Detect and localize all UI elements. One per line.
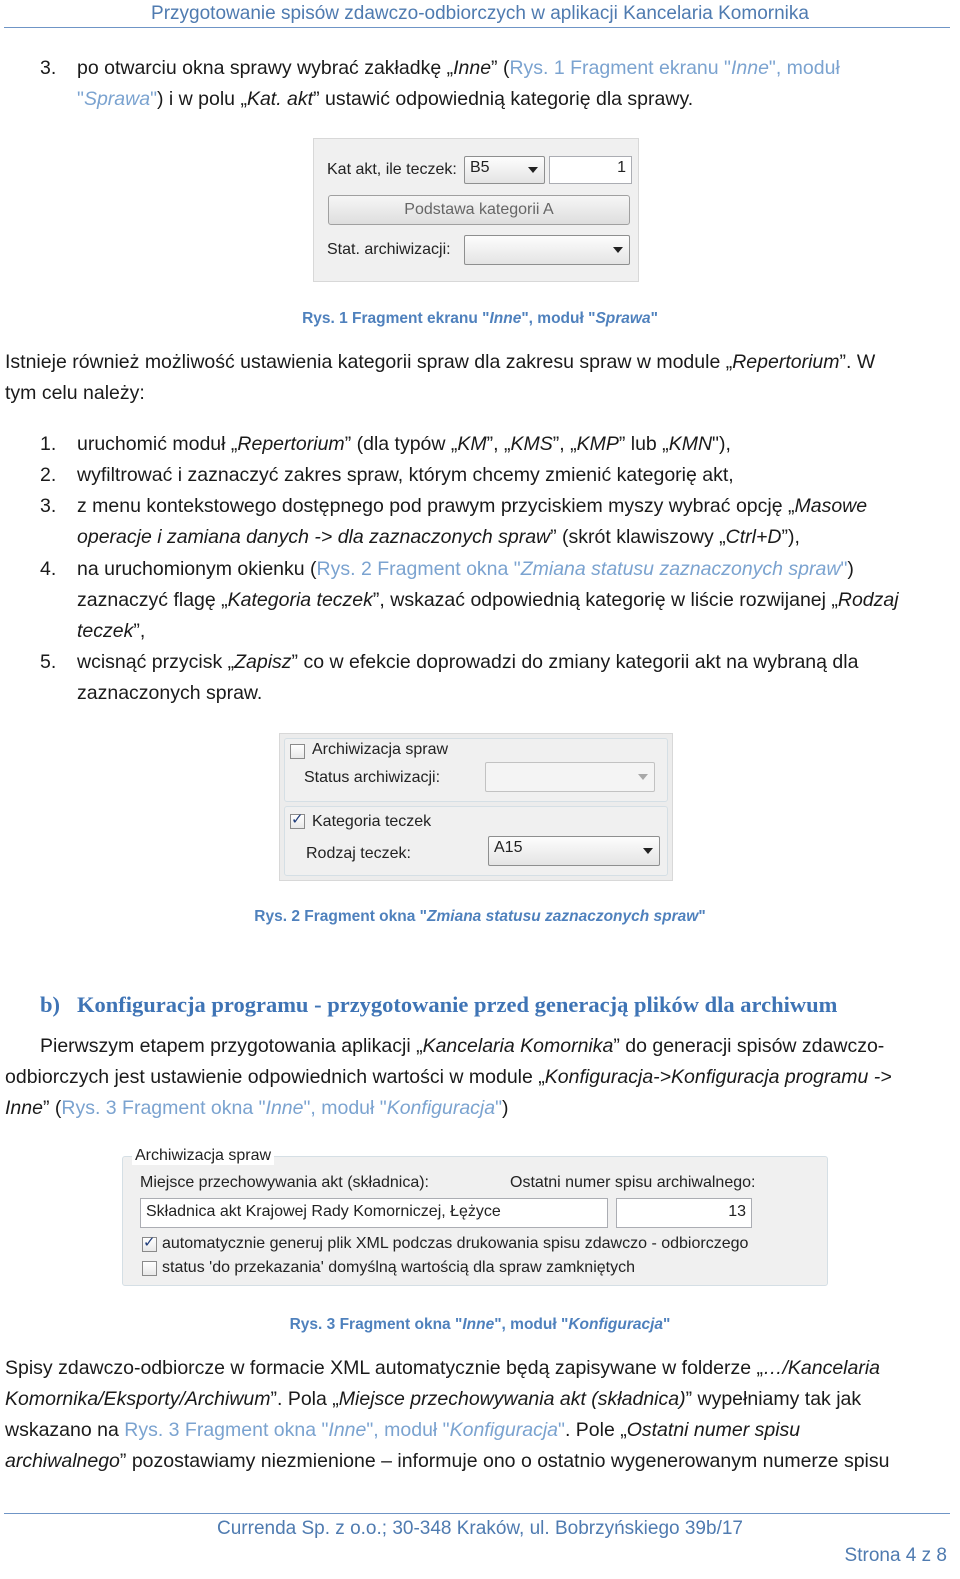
section-b-marker: b) — [40, 992, 61, 1017]
list-number-1: 1. — [40, 433, 57, 455]
fig3-reference-2[interactable]: Rys. 3 Fragment okna "Inne", moduł "Konfiguracja" — [124, 1419, 565, 1441]
chevron-down-icon — [613, 247, 623, 253]
para3-line4: archiwalnego” pozostawiamy niezmienione – informuje ono o ostatnio wygenerowanym numerze spisu — [5, 1450, 890, 1472]
chevron-down-icon — [528, 167, 538, 173]
fig3-screenshot — [122, 1146, 828, 1286]
archiwizacja-checkbox[interactable] — [290, 744, 305, 759]
para1-line2: tym celu należy: — [5, 382, 145, 404]
fig2-reference[interactable]: Rys. 2 Fragment okna "Zmiana statusu zaznaczonych spraw" — [316, 558, 848, 580]
checkmark-icon: ✓ — [143, 1234, 156, 1251]
chevron-down-icon — [643, 848, 653, 854]
miejsce-label: Miejsce przechowywania akt (składnica): — [140, 1174, 429, 1191]
xml-autogen-label: automatycznie generuj plik XML podczas drukowania spisu zdawczo - odbiorczego — [162, 1235, 749, 1252]
list-number-2: 2. — [40, 464, 57, 486]
status-archiwizacji-label: Status archiwizacji: — [304, 769, 441, 786]
kategoria-checkbox[interactable] — [290, 811, 305, 829]
stat-archiwizacji-select[interactable] — [464, 235, 630, 265]
para3-line2: Komornika/Eksporty/Archiwum”. Pola „Miejsce przechowywania akt (składnica)” wypełniamy tak jak — [5, 1388, 862, 1410]
stat-archiwizacji-label: Stat. archiwizacji: — [327, 241, 451, 258]
kategoria-label: Kategoria teczek — [312, 813, 432, 830]
rodzaj-teczek-label: Rodzaj teczek: — [306, 845, 411, 862]
checkmark-icon: ✓ — [291, 811, 304, 828]
list-item-2: wyfiltrować i zaznaczyć zakres spraw, którym chcemy zmienić kategorię akt, — [77, 464, 734, 486]
podstawa-kategorii-button[interactable]: Podstawa kategorii A — [328, 195, 630, 225]
chevron-down-icon — [638, 774, 648, 780]
step3-line1: po otwarciu okna sprawy wybrać zakładkę „Inne” (Rys. 1 Fragment ekranu "Inne", moduł — [77, 57, 840, 79]
fig1-screenshot — [313, 138, 639, 282]
step3-number: 3. — [40, 57, 57, 79]
list-item-5-cont: zaznaczonych spraw. — [77, 682, 263, 704]
list-item-3: z menu kontekstowego dostępnego pod prawym przyciskiem myszy wybrać opcję „Masowe — [77, 495, 868, 517]
list-item-5: wcisnąć przycisk „Zapisz” co w efekcie doprowadzi do zmiany kategorii akt na wybraną dla — [77, 651, 859, 673]
footer-rule — [4, 1513, 950, 1514]
para3-line3: wskazano na Rys. 3 Fragment okna "Inne", moduł "Konfiguracja". Pole „Ostatni numer spisu — [5, 1419, 801, 1441]
header-rule — [4, 27, 950, 28]
do-przekazania-label: status 'do przekazania' domyślną wartością dla spraw zamkniętych — [162, 1259, 635, 1276]
xml-autogen-checkbox[interactable] — [142, 1234, 157, 1252]
teczek-count-input[interactable]: 1 — [549, 156, 632, 184]
para2-line1: Pierwszym etapem przygotowania aplikacji „Kancelaria Komornika” do generacji spisów zdawczo- — [40, 1035, 885, 1057]
list-number-4: 4. — [40, 558, 57, 580]
do-przekazania-checkbox[interactable] — [142, 1261, 157, 1276]
ostatni-numer-label: Ostatni numer spisu archiwalnego: — [510, 1174, 756, 1191]
fig3-reference[interactable]: Rys. 3 Fragment okna "Inne", moduł "Konfiguracja" — [61, 1097, 503, 1119]
para1-line1: Istnieje również możliwość ustawienia kategorii spraw dla zakresu spraw w module „Repertorium”. W — [5, 351, 876, 373]
footer-page-number: Strona 4 z 8 — [844, 1545, 947, 1566]
list-item-4-cont: zaznaczyć flagę „Kategoria teczek”, wskazać odpowiednią kategorię w liście rozwijanej „Rodzaj — [77, 589, 899, 611]
para3-line1: Spisy zdawczo-odbiorcze w formacie XML automatycznie będą zapisywane w folderze „…/Kancelaria — [5, 1357, 881, 1379]
miejsce-input[interactable]: Składnica akt Krajowej Rady Komorniczej, Łężyce — [140, 1198, 608, 1228]
kat-akt-label: Kat akt, ile teczek: — [327, 161, 457, 178]
fig1-caption: Rys. 1 Fragment ekranu "Inne", moduł "Sprawa" — [302, 310, 658, 327]
fig2-caption: Rys. 2 Fragment okna "Zmiana statusu zaznaczonych spraw" — [254, 908, 706, 925]
rodzaj-teczek-select[interactable]: A15 — [488, 836, 660, 866]
step3-line2: "Sprawa") i w polu „Kat. akt” ustawić odpowiednią kategorię dla sprawy. — [77, 88, 694, 110]
fig3-caption: Rys. 3 Fragment okna "Inne", moduł "Konfiguracja" — [289, 1316, 671, 1333]
para2-line2: odbiorczych jest ustawienie odpowiednich wartości w module „Konfiguracja->Konfiguracja programu -> — [5, 1066, 892, 1088]
ostatni-numer-input[interactable]: 13 — [616, 1198, 752, 1228]
page-header: Przygotowanie spisów zdawczo-odbiorczych w aplikacji Kancelaria Komornika — [151, 3, 809, 24]
status-archiwizacji-select[interactable] — [485, 762, 655, 792]
list-number-3: 3. — [40, 495, 57, 517]
list-number-5: 5. — [40, 651, 57, 673]
list-item-4: na uruchomionym okienku (Rys. 2 Fragment okna "Zmiana statusu zaznaczonych spraw") — [77, 558, 854, 580]
fig2-screenshot — [279, 733, 673, 881]
fig1-reference-cont[interactable]: "Sprawa" — [77, 88, 157, 110]
list-item-1: uruchomić moduł „Repertorium” (dla typów „KM”, „KMS”, „KMP” lub „KMN"), — [77, 433, 731, 455]
para2-line3: Inne” (Rys. 3 Fragment okna "Inne", moduł "Konfiguracja") — [5, 1097, 509, 1119]
footer-company: Currenda Sp. z o.o.; 30-348 Kraków, ul. Bobrzyńskiego 39b/17 — [217, 1518, 743, 1539]
fig1-reference[interactable]: Rys. 1 Fragment ekranu "Inne", moduł — [509, 57, 840, 79]
list-item-3-cont: operacje i zamiana danych -> dla zaznaczonych spraw” (skrót klawiszowy „Ctrl+D”), — [77, 526, 800, 548]
section-b-title: Konfiguracja programu - przygotowanie przed generacją plików dla archiwum — [77, 992, 838, 1017]
group-title: Archiwizacja spraw — [132, 1147, 274, 1165]
list-item-4-cont2: teczek”, — [77, 620, 146, 642]
kat-akt-select[interactable]: B5 — [464, 156, 545, 184]
archiwizacja-label: Archiwizacja spraw — [312, 741, 449, 758]
